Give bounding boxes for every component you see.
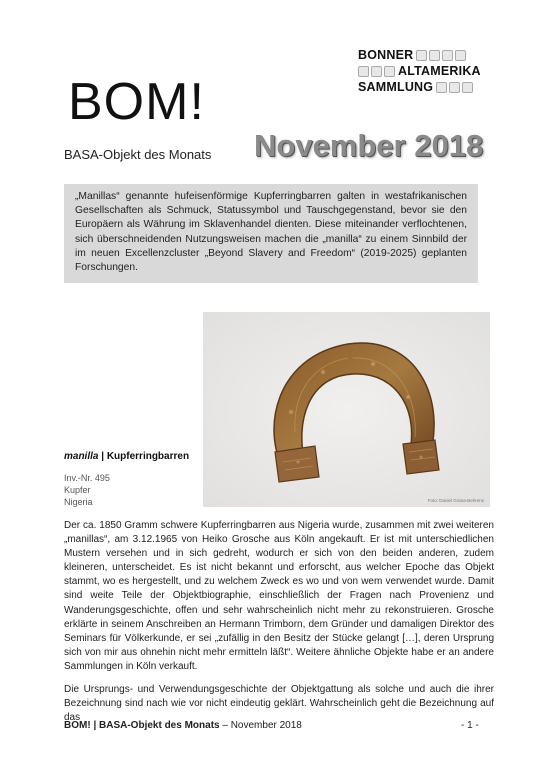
logo-text-bonner: BONNER — [358, 48, 414, 62]
bonner-altamerika-sammlung-logo — [358, 47, 498, 95]
intro-text: „Manillas“ genannte hufeisenförmige Kupferringbarren galten in westafrikanischen Gesellschaften als Schmuck, Statussymbol und Tauschgegenstand, bevor sie den Europäern als Währung im Sklavenhandel dienten. Diese miteinander verflochtenen, sich überschneidenden Nutzungsweisen machen die „manilla“ zu einem Sinnbild der im neuen Excellenzcluster „Beyond Slavery and Freedom“ (2019-2025) geplanten Forschungen. — [75, 191, 467, 274]
photo-credit: Foto: Daniel Grana-Behrens — [427, 498, 484, 503]
logo-text-altamerika: ALTAMERIKA — [398, 64, 481, 78]
object-photo — [203, 312, 490, 507]
caption-origin: Nigeria — [64, 497, 93, 507]
footer-date: – November 2018 — [219, 720, 302, 731]
caption-material: Kupfer — [64, 485, 91, 495]
caption-title — [64, 451, 189, 462]
logo-line-2 — [358, 63, 498, 79]
intro-box — [64, 184, 478, 283]
glyph-decoration-icon — [416, 50, 466, 61]
body-paragraph-2: Die Ursprungs- und Verwendungsgeschichte der Objektgattung als solche und auch die ihrer Bezeichnung sind nach wie vor nicht eindeutig geklärt. Wahrscheinlich geht die Bezeichnung auf das — [64, 684, 494, 724]
page-footer — [64, 720, 302, 731]
caption-separator: | — [98, 451, 107, 462]
issue-month: November 2018 — [254, 128, 484, 163]
footer-title: BOM! | BASA-Objekt des Monats — [64, 720, 220, 731]
publication-subtitle: BASA-Objekt des Monats — [64, 147, 212, 162]
page-number: - 1 - — [461, 720, 479, 731]
caption-name-italic: manilla — [64, 451, 99, 462]
glyph-decoration-icon — [358, 66, 395, 77]
glyph-decoration-icon — [436, 82, 473, 93]
caption-name: Kupferringbarren — [106, 451, 190, 462]
publication-title: BOM! — [68, 73, 205, 131]
caption-inventory-number: Inv.-Nr. 495 — [64, 473, 110, 483]
logo-line-3 — [358, 79, 498, 95]
body-paragraph-1: Der ca. 1850 Gramm schwere Kupferringbarren aus Nigeria wurde, zusammen mit zwei weiteren „manillas“, am 3.12.1965 von Heiko Grosche aus Köln angekauft. Er ist mit unterschiedlichen Mustern versehen und in sich gedreht, wodurch er sich von den beiden anderen, zudem kleineren, unterscheidet. Es ist nicht bekannt und erforscht, aus welcher Epoche das Objekt stammt, wo es hergestellt, und zu welchem Zweck es wo und von wem verwendet wurde. Damit sind weite Teile der Objektbiographie, einschließlich der Fragen nach Provenienz und Wanderungsgeschichte, offen und sehr wahrscheinlich nicht mehr zu rekonstruieren. Grosche erklärte in seinem Anschreiben an Hermann Trimborn, dem Gründer und damaligen Direktor des Seminars für Völkerkunde, er sei „zufällig in den Besitz der Stücke gelangt […], deren Ursprung sich von mir aus ohnehin nicht mehr ermitteln läßt“. Weitere ähnliche Objekte habe er an andere Sammlungen in Köln verkauft. — [64, 520, 494, 672]
logo-line-1 — [358, 47, 498, 63]
article-body — [64, 519, 494, 734]
logo-text-sammlung: SAMMLUNG — [358, 80, 434, 94]
manilla-image — [203, 312, 490, 507]
